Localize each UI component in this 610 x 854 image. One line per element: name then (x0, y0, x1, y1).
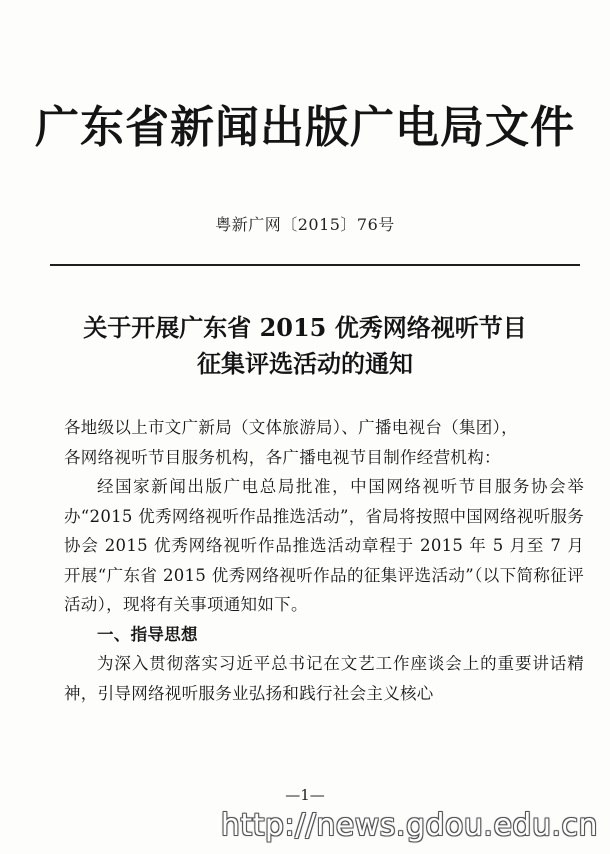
section-heading-guiding-thought: 一、指导思想 (97, 624, 198, 644)
issuing-authority-title: 广东省新闻出版广电局文件 (35, 102, 575, 153)
notice-title-line-2: 征集评选活动的通知 (197, 349, 413, 378)
paragraph-guiding-thought: 为深入贯彻落实习近平总书记在文艺工作座谈会上的重要讲话精神，引导网络视听服务业弘扬和践行社会主义核心 (64, 654, 584, 703)
source-watermark: http://news.gdou.edu.cn (220, 808, 598, 843)
header-divider (50, 264, 580, 266)
recipients-line-1: 各地级以上市文广新局（文体旅游局）、广播电视台（集团）， (64, 418, 518, 437)
page-number: —1— (285, 786, 325, 804)
recipients-line-2: 各网络视听节目服务机构，各广播电视节目制作经营机构： (64, 447, 501, 467)
document-number: 粤新广网〔2015〕76号 (215, 215, 395, 234)
notice-title-line-1: 关于开展广东省 2015 优秀网络视听节目 (83, 313, 527, 342)
document-body (64, 413, 584, 708)
paragraph-intro: 经国家新闻出版广电总局批准，中国网络视听节目服务协会举办“2015 优秀网络视听作品推选活动”，省局将按照中国网络视听服务协会 2015 优秀网络视听作品推选活动章程于 2015 年 5 月至 7 月开展“广东省 2015 优秀网络视听作品的征集评选活动”（以下简称征评活动），现将有关事项通知如下。 (64, 477, 584, 614)
notice-title (0, 310, 610, 382)
